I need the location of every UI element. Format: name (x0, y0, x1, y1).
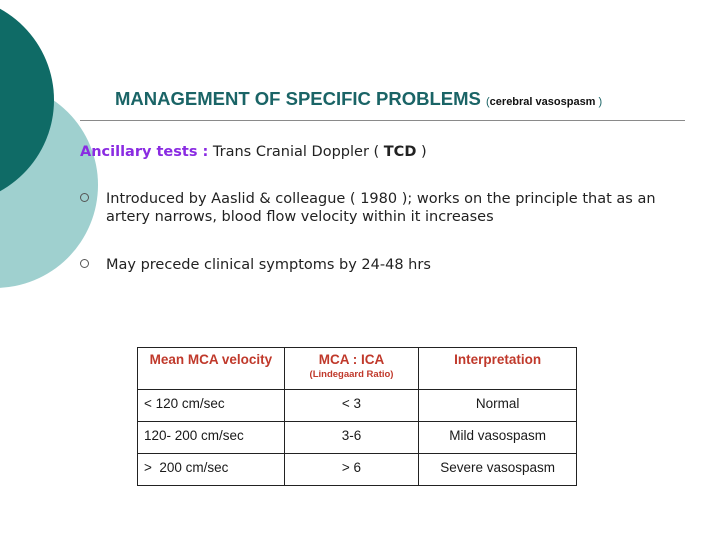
cell-interpretation: Mild vasospasm (419, 422, 577, 454)
cell-ratio: < 3 (284, 390, 419, 422)
cell-velocity: > 200 cm/sec (138, 454, 285, 486)
cell-ratio: 3-6 (284, 422, 419, 454)
bullet-circle-icon (80, 259, 89, 268)
bullet-circle-icon (80, 193, 89, 202)
table-header-row (138, 348, 577, 390)
cell-interpretation: Severe vasospasm (419, 454, 577, 486)
cell-velocity: < 120 cm/sec (138, 390, 285, 422)
title-paren-open: ( (486, 96, 490, 108)
bullet-item-2 (80, 256, 680, 274)
title-main: MANAGEMENT OF SPECIFIC PROBLEMS (115, 88, 481, 109)
header-interpretation: Interpretation (419, 348, 577, 390)
ancillary-text-pre: Trans Cranial Doppler ( (212, 144, 380, 160)
header-mca-ica: MCA : ICA (Lindegaard Ratio) (284, 348, 419, 390)
slide-title (115, 88, 685, 110)
title-divider (80, 120, 685, 121)
ancillary-label: Ancillary tests : (80, 144, 209, 160)
ancillary-bold: TCD (383, 144, 417, 160)
table-row (138, 454, 577, 486)
cell-ratio: > 6 (284, 454, 419, 486)
bullet-text: May precede clinical symptoms by 24-48 hrs (106, 257, 431, 273)
header-mca-ica-sub: (Lindegaard Ratio) (309, 369, 394, 380)
title-sub-text: cerebral vasospasm (489, 96, 596, 108)
table-row (138, 390, 577, 422)
bullet-item-1 (80, 190, 680, 226)
table-row (138, 422, 577, 454)
tcd-table (137, 347, 577, 486)
ancillary-line (80, 144, 427, 160)
title-paren-close: ) (598, 96, 603, 108)
title-subtitle (486, 96, 602, 108)
cell-interpretation: Normal (419, 390, 577, 422)
ancillary-text-post: ) (420, 144, 427, 160)
bullet-text: Introduced by Aaslid & colleague ( 1980 ); works on the principle that as an artery narrows, blood flow velocity within it increases (106, 191, 656, 225)
cell-velocity: 120- 200 cm/sec (138, 422, 285, 454)
header-mean-mca: Mean MCA velocity (138, 348, 285, 390)
